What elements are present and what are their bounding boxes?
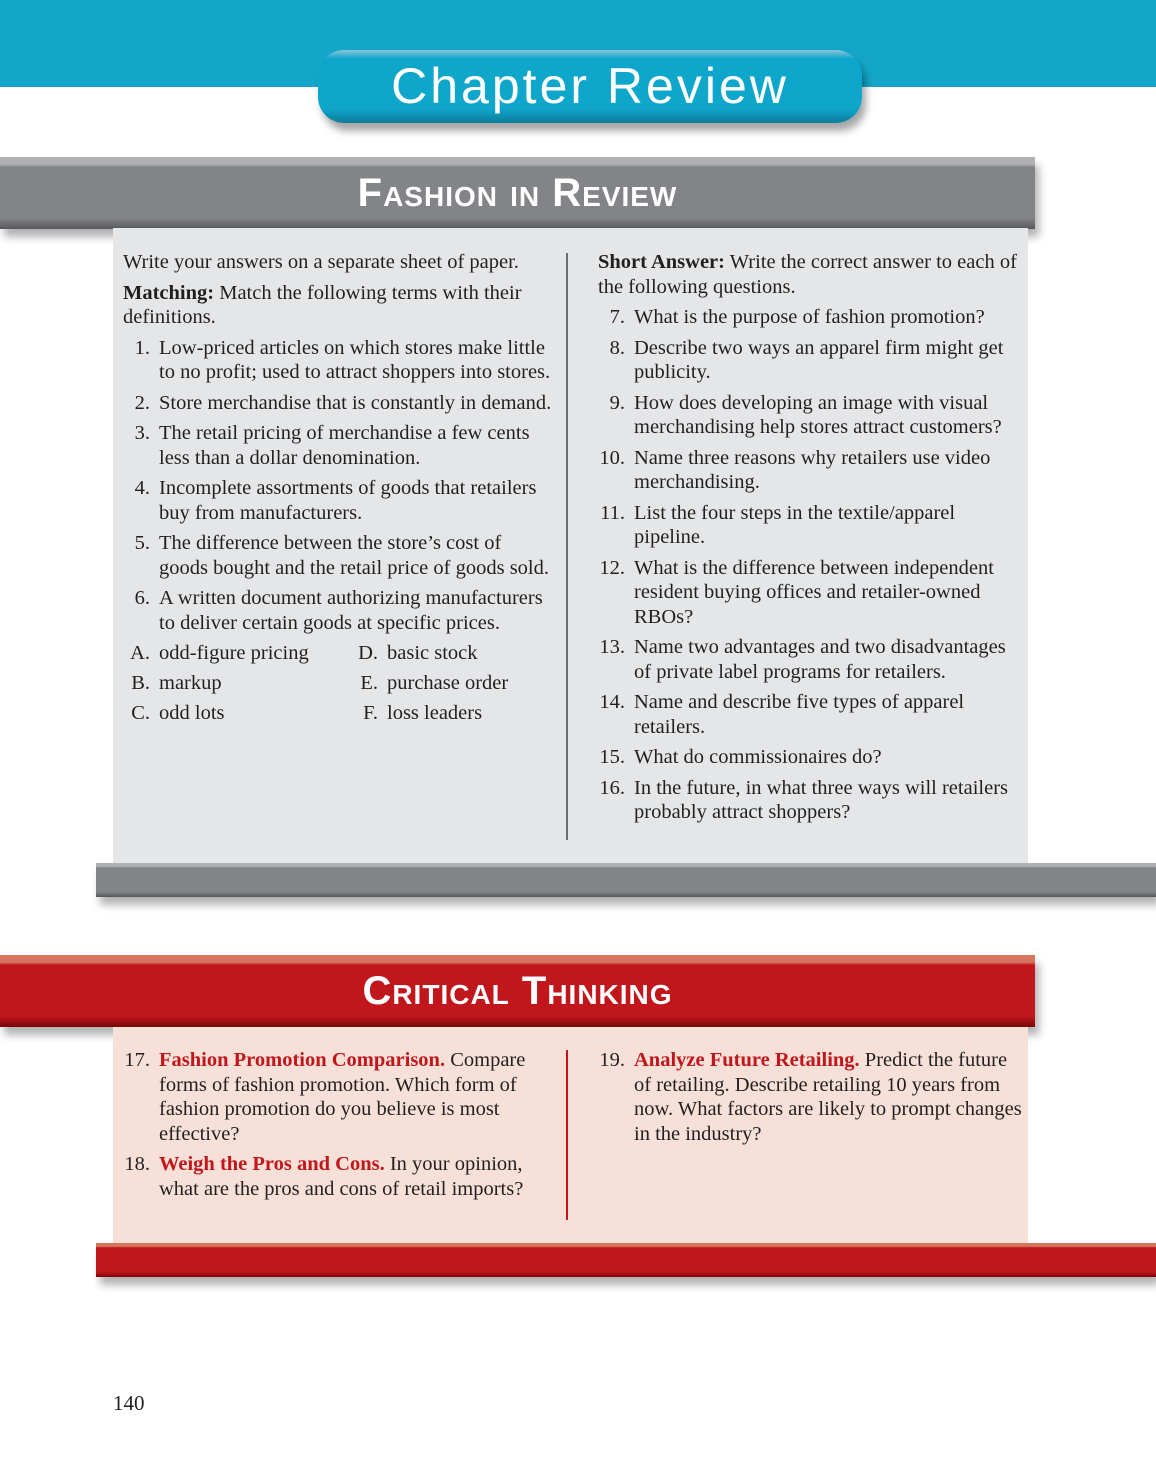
list-item [598,446,1026,495]
item-number: 4. [134,477,150,499]
item-text: The difference between the store’s cost of goods bought and the retail price of goods sold. [159,532,550,579]
item-text: Compare forms of fashion promotion. Which form of fashion promotion do you believe is most effective? [159,1049,526,1145]
review-right-column [598,250,1026,831]
item-text: Name two advantages and two disadvantages of private label programs for retailers. [634,636,1006,683]
item-text: Low-priced articles on which stores make little to no profit; used to attract shoppers into stores. [159,336,551,383]
review-left-column [123,250,553,726]
review-bottom-bar [96,863,1156,897]
item-text: What is the purpose of fashion promotion? [634,306,985,328]
item-text: Describe two ways an apparel firm might get publicity. [634,336,1004,383]
item-body [634,1048,1026,1146]
list-item [598,690,1026,739]
list-item [123,586,553,635]
item-number: 10. [599,446,625,469]
item-number: 3. [134,422,150,444]
item-number: 5. [134,532,150,554]
list-item [123,391,553,416]
matching-option [351,671,551,696]
item-text: What is the difference between independent resident buying offices and retailer-owned RBOs? [634,556,994,628]
matching-option [351,641,551,666]
item-number: 14. [599,691,625,713]
page-number: 140 [113,1391,145,1415]
fashion-in-review-heading: Fashion in Review [0,157,1035,229]
item-number: 11. [600,501,625,524]
list-item [123,421,553,470]
short-answer-label: Short Answer: [598,251,725,273]
option-letter: D. [358,642,378,664]
critical-bottom-bar [96,1243,1156,1277]
list-item [598,501,1026,550]
item-text: Predict the future of retailing. Describe retailing 10 years from now. What factors are likely to prompt changes in the industry? [634,1049,1022,1145]
item-number: 9. [609,391,625,414]
list-item [598,745,1026,770]
item-text: Incomplete assortments of goods that retailers buy from manufacturers. [159,477,537,524]
short-answer-text: Write the correct answer to each of the following questions. [598,251,1017,298]
item-number: 16. [599,776,625,799]
item-text: Name three reasons why retailers use video merchandising. [634,446,991,493]
critical-item [123,1048,553,1146]
item-heading: Analyze Future Retailing. [634,1049,860,1071]
item-heading: Fashion Promotion Comparison. [159,1049,446,1071]
list-item [123,476,553,525]
option-text: markup [159,672,222,694]
option-letter: B. [131,672,150,694]
option-text: loss leaders [387,702,483,724]
matching-instructions [123,281,553,330]
item-number: 19. [599,1049,625,1071]
list-item [123,531,553,580]
item-text: Store merchandise that is constantly in demand. [159,391,552,414]
list-item [598,556,1026,630]
item-heading: Weigh the Pros and Cons. [159,1153,385,1175]
item-body [159,1048,553,1146]
item-text: How does developing an image with visual merchandising help stores attract customers? [634,391,1002,438]
item-text: In your opinion, what are the pros and cons of retail imports? [159,1153,524,1200]
column-divider [566,253,568,840]
critical-item [123,1152,553,1201]
option-text: purchase order [387,672,509,694]
critical-right-column [598,1048,1026,1152]
list-item [598,305,1026,330]
matching-label: Matching: [123,281,215,304]
matching-text: Match the following terms with their definitions. [123,281,522,328]
intro-text: Write your answers on a separate sheet of paper. [123,251,519,273]
matching-options [123,641,553,726]
option-text: basic stock [387,642,478,664]
item-number: 7. [609,306,625,328]
critical-thinking-heading: Critical Thinking [0,955,1035,1027]
item-text: List the four steps in the textile/apparel pipeline. [634,501,956,548]
option-text: odd-figure pricing [159,642,309,664]
item-number: 8. [609,336,625,359]
list-item [598,336,1026,385]
item-number: 18. [124,1153,150,1175]
list-item [598,391,1026,440]
item-number: 12. [599,556,625,579]
option-text: odd lots [159,702,225,724]
item-number: 15. [599,746,625,768]
short-answer-instructions [598,250,1026,299]
item-text: Name and describe five types of apparel retailers. [634,691,965,738]
option-letter: E. [360,672,378,694]
option-letter: F. [363,702,378,724]
option-letter: A. [130,642,150,664]
critical-left-column [123,1048,553,1207]
item-text: In the future, in what three ways will retailers probably attract shoppers? [634,776,1008,823]
item-body [159,1152,553,1201]
item-text: What do commissionaires do? [634,746,882,768]
critical-item [598,1048,1026,1146]
matching-list [123,336,553,636]
item-number: 17. [124,1049,150,1071]
matching-option [123,671,351,696]
item-number: 2. [134,391,150,414]
list-item [598,776,1026,825]
item-number: 6. [134,587,150,609]
chapter-review-banner: Chapter Review [318,50,862,123]
matching-option [123,641,351,666]
critical-divider [566,1050,568,1220]
item-text: The retail pricing of merchandise a few cents less than a dollar denomination. [159,422,530,469]
item-text: A written document authorizing manufacturers to deliver certain goods at specific prices. [159,587,543,634]
short-answer-list [598,305,1026,825]
list-item [123,336,553,385]
option-letter: C. [131,702,150,724]
item-number: 1. [134,336,150,359]
item-number: 13. [599,636,625,658]
list-item [598,635,1026,684]
matching-option [123,701,351,726]
matching-option [351,701,551,726]
